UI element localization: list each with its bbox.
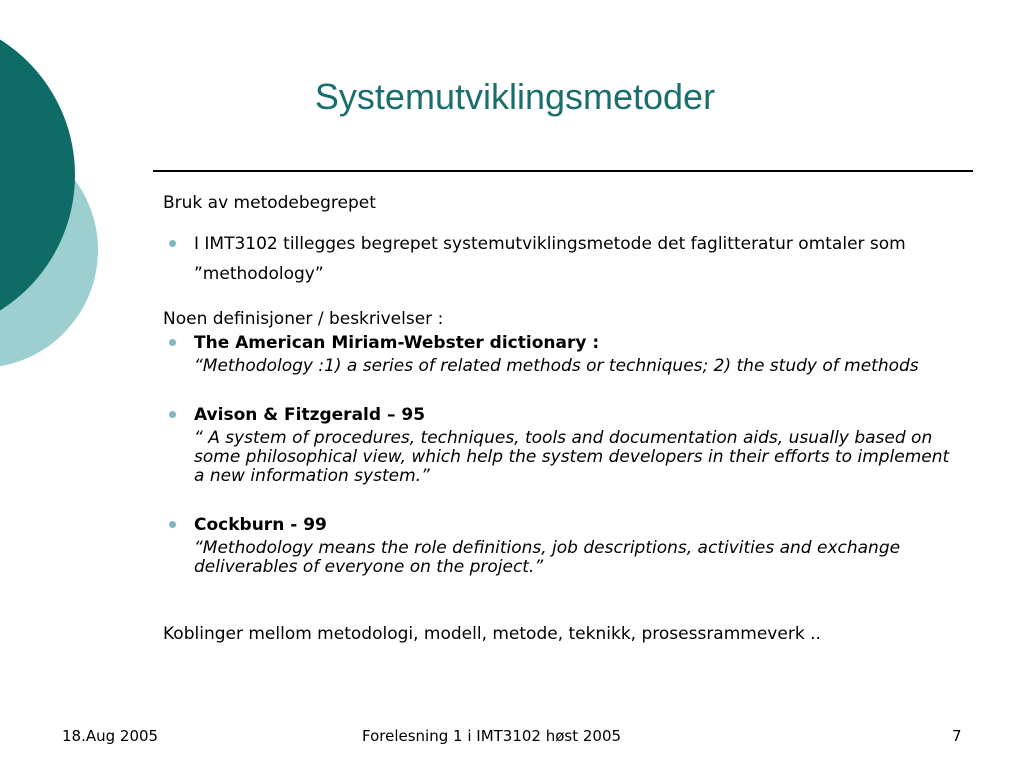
bruk-bullet <box>163 229 953 289</box>
footer-course: Forelesning 1 i IMT3102 høst 2005 <box>362 727 622 745</box>
bruk-heading: Bruk av metodebegrepet <box>163 193 376 213</box>
definition-3-title: Cockburn - 99 <box>194 515 327 535</box>
decorative-circles <box>0 0 130 420</box>
bullet-dot-icon <box>169 339 176 346</box>
definition-2 <box>163 405 953 425</box>
definition-1 <box>163 333 953 353</box>
closing-text: Koblinger mellom metodologi, modell, metode, teknikk, prosessrammeverk .. <box>163 624 821 644</box>
title-divider <box>153 170 973 172</box>
definitions-heading: Noen definisjoner / beskrivelser : <box>163 309 444 329</box>
slide-title: Systemutviklingsmetoder <box>314 76 716 117</box>
definition-1-title: The American Miriam-Webster dictionary : <box>194 333 600 353</box>
definition-3-quote: “Methodology means the role definitions, job descriptions, activities and exchange deliverables of everyone on the project.” <box>194 538 901 577</box>
bullet-dot-icon <box>169 411 176 418</box>
footer-date: 18.Aug 2005 <box>62 727 159 745</box>
footer-page-number: 7 <box>952 727 962 745</box>
slide-content <box>163 193 953 644</box>
definition-2-quote: “ A system of procedures, techniques, tools and documentation aids, usually based on some philosophical view, which help the system developers in their efforts to implement a new information system.” <box>194 428 950 486</box>
bruk-bullet-text: I IMT3102 tillegges begrepet systemutviklingsmetode det faglitteratur omtaler som ”methodology” <box>194 234 906 284</box>
definition-2-title: Avison & Fitzgerald – 95 <box>194 405 426 425</box>
bullet-dot-icon <box>169 521 176 528</box>
definition-3 <box>163 515 953 535</box>
bullet-dot-icon <box>169 240 176 247</box>
definition-1-quote: “Methodology :1) a series of related methods or techniques; 2) the study of methods <box>194 356 919 376</box>
